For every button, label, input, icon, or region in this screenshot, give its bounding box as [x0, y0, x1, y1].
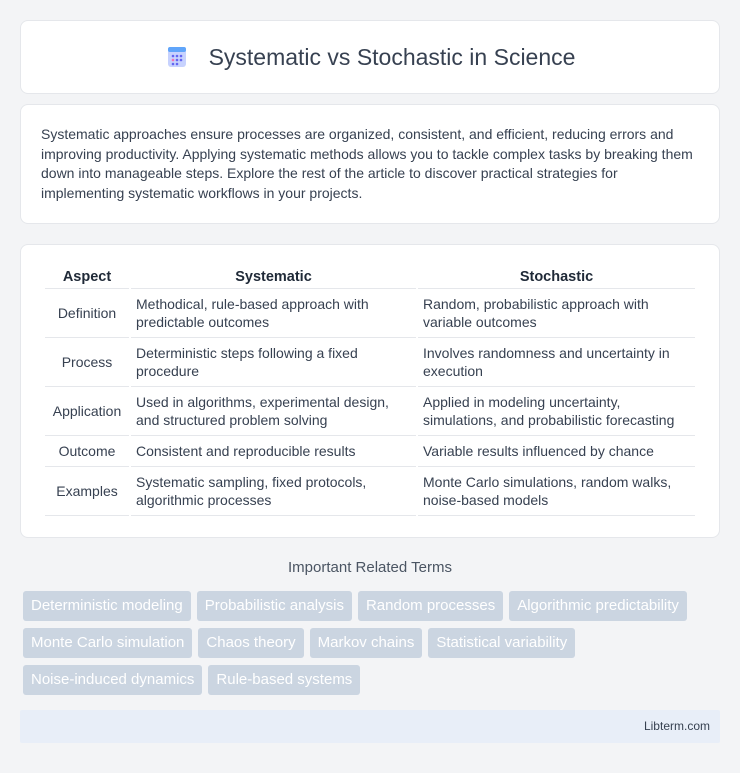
- table-row: [45, 387, 695, 436]
- footer: [20, 710, 720, 743]
- related-term-tag[interactable]: Random processes: [358, 591, 503, 621]
- table-cell: Definition: [45, 289, 129, 338]
- column-header: Systematic: [131, 265, 416, 289]
- table-row: [45, 436, 695, 467]
- table-cell: Process: [45, 338, 129, 387]
- table-cell: Variable results influenced by chance: [418, 436, 695, 467]
- related-term-tag[interactable]: Deterministic modeling: [23, 591, 191, 621]
- table-cell: Outcome: [45, 436, 129, 467]
- table-cell: Random, probabilistic approach with variable outcomes: [418, 289, 695, 338]
- table-cell: Deterministic steps following a fixed procedure: [131, 338, 416, 387]
- table-cell: Monte Carlo simulations, random walks, noise-based models: [418, 467, 695, 516]
- related-term-tag[interactable]: Probabilistic analysis: [197, 591, 352, 621]
- column-header: Aspect: [45, 265, 129, 289]
- table-row: [45, 289, 695, 338]
- table-cell: Methodical, rule-based approach with predictable outcomes: [131, 289, 416, 338]
- table-row: [45, 338, 695, 387]
- intro-text: Systematic approaches ensure processes are organized, consistent, and efficient, reducing errors and improving productivity. Applying systematic methods allows you to tackle complex tasks by breaking them down into manageable steps. Explore the rest of the article to discover practical strategies for implementing systematic workflows in your projects.: [41, 126, 693, 201]
- footer-brand[interactable]: Libterm.com: [643, 719, 710, 733]
- related-terms-list: [23, 591, 723, 695]
- table-cell: Examples: [45, 467, 129, 516]
- table-cell: Systematic sampling, fixed protocols, algorithmic processes: [131, 467, 416, 516]
- comparison-table-card: [20, 244, 720, 538]
- comparison-table: [43, 265, 697, 516]
- related-term-tag[interactable]: Chaos theory: [198, 628, 303, 658]
- related-term-tag[interactable]: Markov chains: [310, 628, 423, 658]
- page-title: Systematic vs Stochastic in Science: [208, 43, 576, 70]
- table-cell: Application: [45, 387, 129, 436]
- table-cell: Applied in modeling uncertainty, simulations, and probabilistic forecasting: [418, 387, 695, 436]
- table-row: [45, 467, 695, 516]
- related-term-tag[interactable]: Noise-induced dynamics: [23, 665, 202, 695]
- header-card: [20, 20, 720, 94]
- related-term-tag[interactable]: Monte Carlo simulation: [23, 628, 192, 658]
- table-header-row: [45, 265, 695, 289]
- intro-card: [20, 104, 720, 224]
- table-cell: Used in algorithms, experimental design, and structured problem solving: [131, 387, 416, 436]
- table-cell: Consistent and reproducible results: [131, 436, 416, 467]
- related-term-tag[interactable]: Algorithmic predictability: [509, 591, 687, 621]
- related-term-tag[interactable]: Rule-based systems: [208, 665, 360, 695]
- document-grid-icon: [165, 45, 189, 69]
- column-header: Stochastic: [418, 265, 695, 289]
- related-terms-title: Important Related Terms: [288, 559, 452, 576]
- table-cell: Involves randomness and uncertainty in execution: [418, 338, 695, 387]
- related-term-tag[interactable]: Statistical variability: [428, 628, 575, 658]
